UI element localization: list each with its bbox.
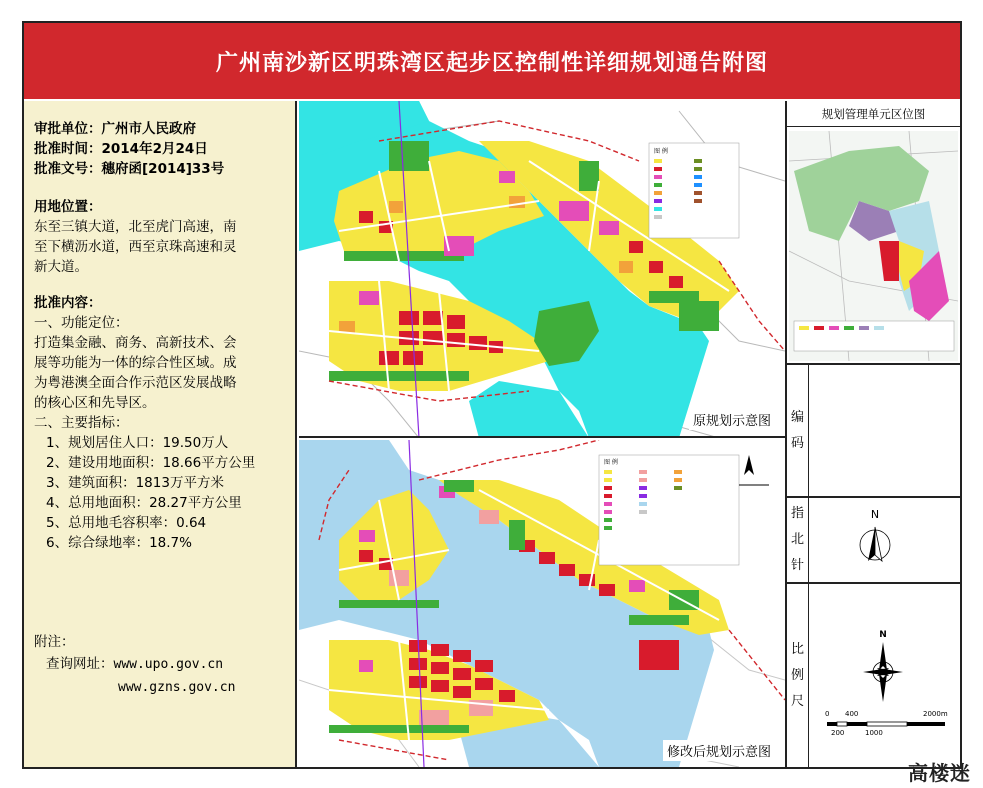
revised-legend-title: 图 例 (604, 459, 618, 466)
scale-tick: 400 (845, 710, 859, 718)
function-text (34, 333, 289, 413)
approval-unit-label: 审批单位： (34, 121, 102, 137)
location-line: 东至三镇大道，北至虎门高速，南 (34, 219, 237, 235)
notes-block (34, 631, 235, 699)
original-legend (649, 143, 739, 238)
indicator-item: 1、规划居住人口：19.50万人 (46, 435, 229, 451)
revised-legend (599, 455, 739, 565)
location-line: 至下横沥水道，西至京珠高速和灵 (34, 239, 237, 255)
location-heading: 用地位置： (34, 199, 102, 215)
scale-bar (825, 710, 949, 750)
indicator-item: 3、建筑面积：1813万平方米 (46, 475, 224, 491)
approval-unit-value: 广州市人民政府 (101, 121, 196, 137)
approval-time-label: 批准时间： (34, 141, 102, 157)
north-arrow-icon: N (855, 508, 895, 568)
code-cell (787, 363, 960, 496)
function-line: 为粤港澳全面合作示范区发展战略 (34, 375, 237, 391)
location-text (34, 217, 289, 277)
original-plan-svg (299, 101, 785, 438)
indicators-heading: 二、主要指标： (34, 415, 129, 431)
indicator-item: 5、总用地毛容积率：0.64 (46, 515, 207, 531)
scale-tick: 0 (825, 710, 830, 718)
content-heading: 批准内容： (34, 295, 102, 311)
function-line: 的核心区和先导区。 (34, 395, 156, 411)
approval-doc-value: 穗府函[2014]33号 (101, 161, 225, 177)
function-line: 展等功能为一体的综合性区域。成 (34, 355, 237, 371)
url-upo-link[interactable]: www.upo.gov.cn (113, 657, 224, 672)
scale-label: 比 例 尺 (787, 584, 809, 767)
north-cell (787, 496, 960, 582)
page-title: 广州南沙新区明珠湾区起步区控制性详细规划通告附图 (24, 23, 960, 99)
revised-plan-svg (299, 440, 785, 767)
location-map-title: 规划管理单元区位图 (787, 101, 960, 127)
compass-rose-icon: N (861, 630, 905, 710)
approval-doc-label: 批准文号： (34, 161, 102, 177)
scale-tick: 2000m (923, 710, 948, 718)
scale-tick: 1000 (865, 729, 883, 737)
approval-unit-row (34, 119, 295, 139)
watermark: 高楼迷 (908, 761, 971, 785)
approval-doc-row (34, 159, 295, 179)
function-line: 打造集金融、商务、高新技术、会 (34, 335, 237, 351)
note-heading: 附注： (34, 634, 75, 650)
revised-plan-caption: 修改后规划示意图 (663, 740, 775, 761)
indicators-list (34, 433, 295, 553)
original-legend-title: 图 例 (654, 148, 668, 155)
scale-cell (787, 582, 960, 767)
indicator-item: 2、建设用地面积：18.66平方公里 (46, 455, 256, 471)
right-column (785, 101, 960, 767)
indicator-item: 4、总用地面积：28.27平方公里 (46, 495, 242, 511)
location-map-svg (789, 131, 958, 361)
indicator-item: 6、综合绿地率：18.7% (46, 535, 192, 551)
location-map (789, 131, 958, 361)
location-line: 新大道。 (34, 259, 88, 275)
original-plan-map (299, 101, 785, 438)
function-heading: 一、功能定位： (34, 315, 129, 331)
code-label: 编 码 (787, 365, 809, 496)
url-gzns-link[interactable]: www.gzns.gov.cn (118, 680, 236, 695)
original-plan-caption: 原规划示意图 (689, 409, 775, 430)
query-label: 查询网址： (46, 656, 114, 672)
info-panel (24, 101, 297, 767)
scale-tick: 200 (831, 729, 845, 737)
approval-time-row (34, 139, 295, 159)
north-label: 指 北 针 (787, 498, 809, 582)
revised-plan-map (299, 440, 785, 767)
approval-time-value: 2014年2月24日 (101, 141, 208, 157)
